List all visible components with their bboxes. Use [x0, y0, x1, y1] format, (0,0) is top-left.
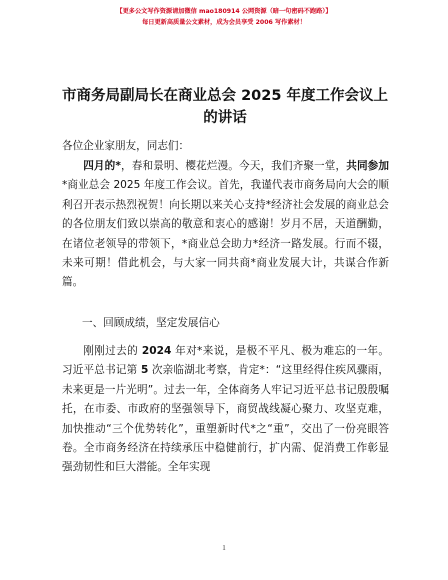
- paragraph-review: [62, 342, 389, 478]
- promo-banner-line-2: 每日更新高质量公文素材，成为会员享受 2006 写作素材！: [142, 19, 306, 26]
- opening-bold-phrase: 共同参加: [346, 160, 389, 172]
- review-bold-year: 2024: [141, 345, 172, 357]
- promo-banner-line-1: 【更多公文写作资源请加微信 mao180914 公网资源（暗一句密码不跑路）】: [116, 8, 332, 15]
- review-text-3: 次亲临湖北考察，肯定*：“这里经得住疾风骤雨，未来更是一片光明”。过去一年，全体商务人牢记习近平总书记殷殷嘱托，在市委、市政府的坚强领导下，商贸战线凝心聚力、攻坚克难，加快推动“三个优势转化”，重塑新时代*之“重”，交出了一份亮眼答卷。全市商务经济在持续承压中稳健前行，扩内需、促消费工作彰显强劲韧性和巨大潜能。全年实现: [62, 364, 389, 474]
- page-number: 1: [222, 544, 226, 552]
- review-bold-count: 5: [140, 364, 149, 377]
- document-title: 市商务局副局长在商业总会 2025 年度工作会议上的讲话: [62, 88, 388, 126]
- opening-bold-date: 四月的*: [83, 160, 121, 172]
- review-text-1: 刚刚过去的: [83, 345, 142, 357]
- paragraph-opening: [62, 157, 389, 293]
- salutation: 各位企业家朋友，同志们：: [62, 140, 190, 152]
- opening-text-1: ，春和景明、樱花烂漫。今天，我们齐聚一堂，: [120, 160, 347, 172]
- section-heading-1: 一、回顾成绩，坚定发展信心: [82, 317, 220, 329]
- review-text-2: 年对*来说，是极不平凡、极为难忘的一年。习近平总书记第: [62, 345, 389, 377]
- opening-text-2: *商业总会 2025 年度工作会议。首先，我谨代表市商务局向大会的顺利召开表示热烈祝贺！向长期以来关心支持*经济社会发展的商业总会的各位朋友们致以崇高的敬意和衷心的感谢！岁月不居，天道酬勤，在诸位老领导的带领下，*商业总会助力*经济一路发展。行而不辍，未来可期！借此机会，与大家一同共商*商业发展大计，共谋合作新篇。: [62, 179, 389, 289]
- promo-banner: [0, 6, 448, 28]
